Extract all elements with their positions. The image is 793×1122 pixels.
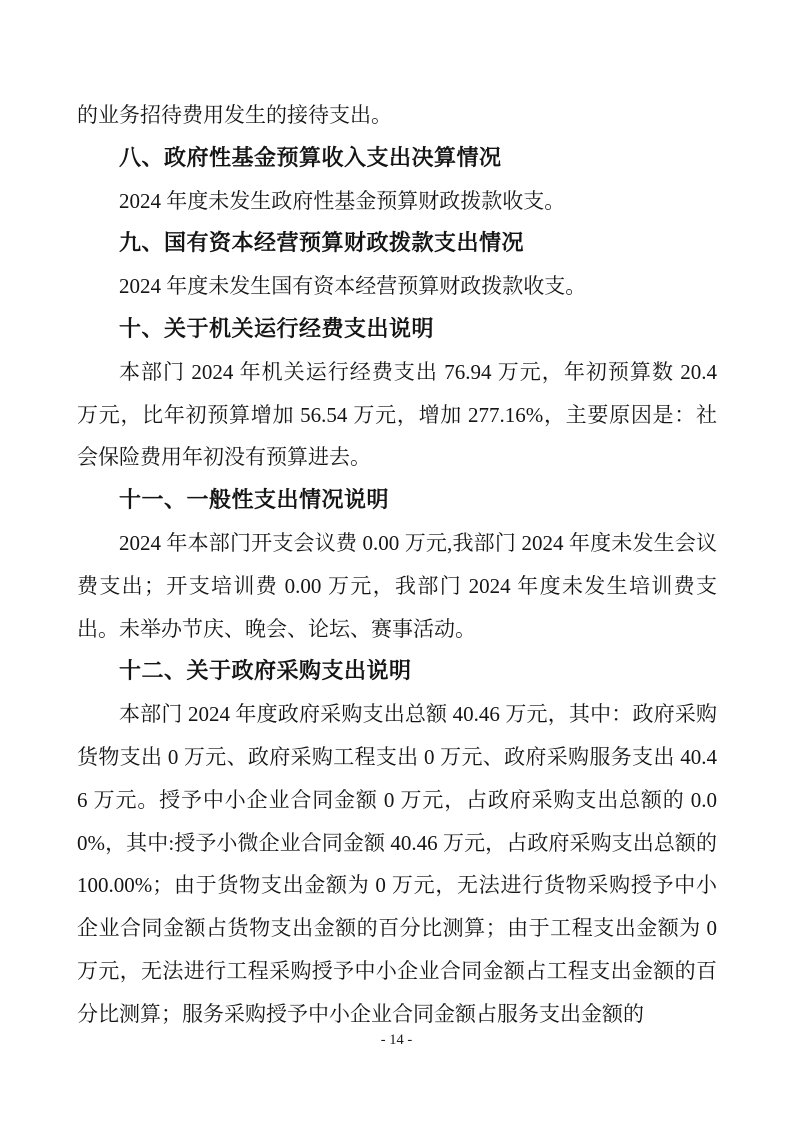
page-number: - 14 - — [380, 1032, 413, 1048]
paragraph-section-11: 2024 年本部门开支会议费 0.00 万元,我部门 2024 年度未发生会议费支出；开支培训费 0.00 万元，我部门 2024 年度未发生培训费支出。未举办节庆、晚会、论坛、赛事活动。 — [77, 530, 717, 641]
paragraph-section-9: 2024 年度未发生国有资本经营预算财政拨款收支。 — [119, 274, 587, 299]
page-body — [77, 94, 717, 1036]
paragraph-continuation: 的业务招待费用发生的接待支出。 — [77, 103, 392, 127]
heading-section-10: 十、关于机关运行经费支出说明 — [119, 315, 435, 341]
heading-section-12: 十二、关于政府采购支出说明 — [119, 658, 412, 684]
heading-section-8: 八、政府性基金预算收入支出决算情况 — [119, 144, 502, 170]
paragraph-section-12: 本部门 2024 年度政府采购支出总额 40.46 万元，其中：政府采购货物支出 0 万元、政府采购工程支出 0 万元、政府采购服务支出 40.46 万元。授予中小企业合同金额 0 万元，占政府采购支出总额的 0.00%，其中:授予小微企业合同金额 40.46 万元，占政府采购支出总额的 100.00%；由于货物支出金额为 0 万元，无法进行货物采购授予中小企业合同金额占货物支出金额的百分比测算；由于工程支出金额为 0 万元，无法进行工程采购授予中小企业合同金额占工程支出金额的百分比测算；服务采购授予中小企业合同金额占服务支出金额的 — [77, 702, 717, 1026]
heading-section-9: 九、国有资本经营预算财政拨款支出情况 — [119, 230, 525, 256]
paragraph-section-10: 本部门 2024 年机关运行经费支出 76.94 万元，年初预算数 20.4 万元，比年初预算增加 56.54 万元，增加 277.16%，主要原因是：社会保险费用年初没有预算进去。 — [77, 359, 717, 470]
heading-section-11: 十一、一般性支出情况说明 — [119, 487, 390, 513]
paragraph-section-8: 2024 年度未发生政府性基金预算财政拨款收支。 — [119, 188, 566, 213]
